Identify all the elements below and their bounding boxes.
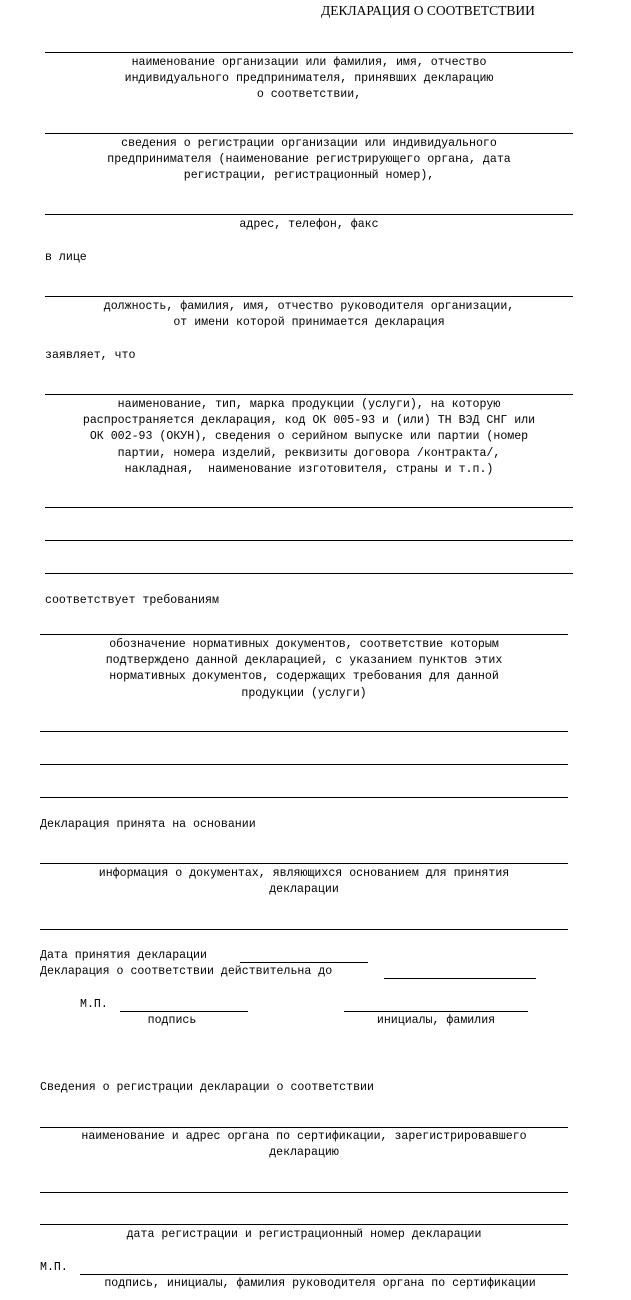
initials-caption: инициалы, фамилия — [376, 1014, 496, 1027]
norms-line-extra[interactable] — [40, 764, 568, 765]
product-line-extra[interactable] — [45, 507, 573, 508]
head-line[interactable] — [45, 296, 573, 297]
signature-field[interactable] — [120, 1011, 248, 1012]
product-line[interactable] — [45, 394, 573, 395]
head-caption: должность, фамилия, имя, отчество руководителя организации, от имени которой принимается декларация — [103, 300, 515, 330]
product-line-extra[interactable] — [45, 540, 573, 541]
declares-label: заявляет, что — [45, 349, 136, 362]
initials-field[interactable] — [344, 1011, 528, 1012]
cert-body-line-extra[interactable] — [40, 1192, 568, 1193]
document-title: ДЕКЛАРАЦИЯ О СООТВЕТСТВИИ — [321, 3, 535, 18]
registration-line[interactable] — [45, 133, 573, 134]
cert-body-caption: наименование и адрес органа по сертификации, зарегистрировавшего декларацию — [81, 1130, 527, 1160]
stamp-label: М.П. — [80, 998, 108, 1011]
registration-caption: сведения о регистрации организации или индивидуального предпринимателя (наименование регистрирующего органа, дата регистрации, регистрационный номер), — [107, 137, 511, 183]
valid-until-field[interactable] — [384, 978, 536, 979]
registration-info-label: Сведения о регистрации декларации о соответствии — [40, 1081, 374, 1094]
basis-caption: информация о документах, являющихся основанием для принятия декларации — [98, 867, 510, 897]
norms-line-extra[interactable] — [40, 731, 568, 732]
product-caption: наименование, тип, марка продукции (услуги), на которую распространяется декларация, код ОК 005-93 и (или) ТН ВЭД СНГ или ОК 002-93 (ОКУН), сведения о серийном выпуске или партии (номер партии, номера изделий, реквизиты договора /контракта/, накладная, наименование изготовителя, страны и т.п.) — [82, 398, 536, 476]
product-line-extra[interactable] — [45, 573, 573, 574]
address-line[interactable] — [45, 214, 573, 215]
date-accepted-field[interactable] — [240, 962, 368, 963]
basis-label: Декларация принята на основании — [40, 818, 256, 831]
norms-line-extra[interactable] — [40, 797, 568, 798]
in-person-label: в лице — [45, 251, 87, 264]
basis-line[interactable] — [40, 863, 568, 864]
valid-until-label: Декларация о соответствии действительна до — [40, 965, 333, 978]
reg-date-line[interactable] — [40, 1224, 568, 1225]
date-accepted-label: Дата принятия декларации — [40, 949, 207, 962]
cert-head-line[interactable] — [80, 1274, 568, 1275]
norms-line[interactable] — [40, 634, 568, 635]
basis-line-extra[interactable] — [40, 929, 568, 930]
norms-caption: обозначение нормативных документов, соответствие которым подтверждено данной декларацией, с указанием пунктов этих нормативных документов, содержащих требования для данной продукции (услуги) — [105, 638, 503, 700]
org-name-line[interactable] — [45, 52, 573, 53]
stamp-label-2: М.П. — [40, 1261, 68, 1274]
reg-date-caption: дата регистрации и регистрационный номер декларации — [126, 1228, 482, 1241]
org-name-caption: наименование организации или фамилия, имя, отчество индивидуального предпринимателя, принявших декларацию о соответствии, — [124, 56, 494, 102]
address-caption: адрес, телефон, факс — [239, 218, 379, 231]
cert-head-caption: подпись, инициалы, фамилия руководителя органа по сертификации — [104, 1277, 536, 1290]
signature-caption: подпись — [147, 1014, 197, 1027]
conforms-label: соответствует требованиям — [45, 594, 219, 607]
cert-body-line[interactable] — [40, 1127, 568, 1128]
